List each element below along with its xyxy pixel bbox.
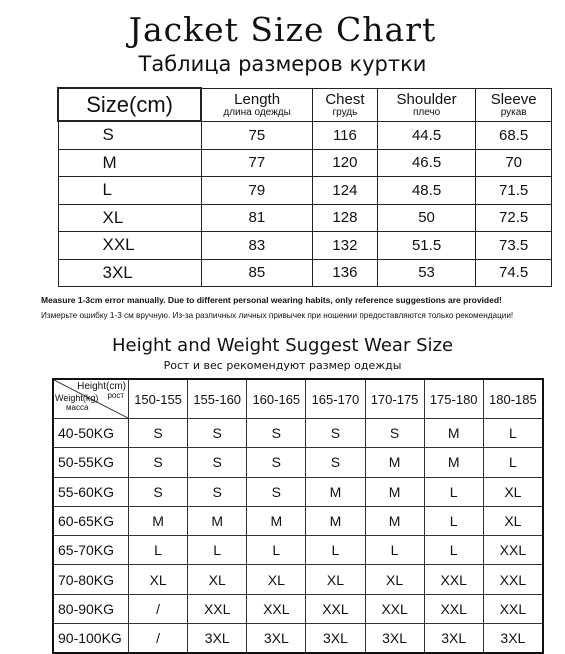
size-label: S <box>58 121 201 149</box>
size-label: M <box>58 149 201 177</box>
length-column-header <box>201 88 312 121</box>
table-cell: 46.5 <box>377 149 475 177</box>
table-cell: 70 <box>476 149 552 177</box>
page-subtitle: Таблица размеров куртки <box>138 52 427 76</box>
column-label: Shoulder <box>396 90 457 108</box>
size-table-header-row <box>58 88 552 121</box>
table-cell: 74.5 <box>476 259 552 287</box>
weight-label: 50-55KG <box>53 448 129 477</box>
table-cell: M <box>306 477 365 506</box>
column-label: Length <box>234 90 281 108</box>
table-cell: XL <box>306 565 365 594</box>
height-column-header: 155-160 <box>188 379 247 419</box>
table-cell: XL <box>247 565 306 594</box>
weight-label: 40-50KG <box>53 419 129 448</box>
table-cell: XXL <box>424 565 483 594</box>
table-cell: L <box>247 536 306 565</box>
table-cell: / <box>129 594 188 623</box>
table-cell: L <box>365 536 424 565</box>
weight-label: 65-70KG <box>53 536 129 565</box>
table-cell: 75 <box>201 121 312 149</box>
table-cell: S <box>188 448 247 477</box>
table-cell: L <box>424 536 483 565</box>
table-cell: 44.5 <box>377 121 475 149</box>
table-cell: XXL <box>247 594 306 623</box>
table-cell: S <box>306 448 365 477</box>
table-row <box>53 565 543 594</box>
table-cell: 79 <box>201 177 312 205</box>
table-cell: XXL <box>483 536 543 565</box>
height-column-header: 175-180 <box>424 379 483 419</box>
table-row <box>53 624 543 654</box>
table-cell: S <box>188 419 247 448</box>
chest-column-header <box>313 88 378 121</box>
weight-label: 70-80KG <box>53 565 129 594</box>
table-cell: S <box>247 477 306 506</box>
table-cell: XXL <box>188 594 247 623</box>
table-cell: M <box>365 506 424 535</box>
table-cell: S <box>365 419 424 448</box>
size-label: XL <box>58 204 201 232</box>
height-column-header: 165-170 <box>306 379 365 419</box>
column-label: Chest <box>325 90 365 108</box>
column-sublabel: грудь <box>332 106 358 118</box>
table-cell: S <box>188 477 247 506</box>
corner-height-label-ru: рост <box>107 391 124 400</box>
height-weight-header-row <box>53 379 543 419</box>
table-cell: S <box>306 419 365 448</box>
table-cell: XXL <box>483 565 543 594</box>
table-cell: / <box>129 624 188 654</box>
table-cell: 3XL <box>424 624 483 654</box>
table-cell: L <box>483 419 543 448</box>
size-label: 3XL <box>58 259 201 287</box>
sleeve-column-header <box>476 88 552 121</box>
table-cell: XL <box>483 506 543 535</box>
table-row <box>58 259 552 287</box>
table-cell: 83 <box>201 232 312 260</box>
weight-label: 80-90KG <box>53 594 129 623</box>
corner-height-label: Height(cm) <box>77 381 126 392</box>
table-cell: 50 <box>377 204 475 232</box>
size-label: L <box>58 177 201 205</box>
height-column-header: 150-155 <box>129 379 188 419</box>
table-cell: L <box>306 536 365 565</box>
table-cell: XXL <box>483 594 543 623</box>
table-cell: 132 <box>313 232 378 260</box>
table-cell: 3XL <box>483 624 543 654</box>
table-cell: 51.5 <box>377 232 475 260</box>
size-chart-table <box>57 87 552 287</box>
table-cell: 85 <box>201 259 312 287</box>
table-cell: L <box>483 448 543 477</box>
table-cell: 128 <box>313 204 378 232</box>
table-row <box>53 536 543 565</box>
table-cell: 48.5 <box>377 177 475 205</box>
table-cell: 3XL <box>247 624 306 654</box>
table-row <box>58 177 552 205</box>
table-row <box>53 448 543 477</box>
table-row <box>53 419 543 448</box>
table-cell: 136 <box>313 259 378 287</box>
height-weight-table <box>52 378 544 654</box>
table-cell: 116 <box>313 121 378 149</box>
table-cell: XL <box>365 565 424 594</box>
table-cell: M <box>424 419 483 448</box>
table-cell: 72.5 <box>476 204 552 232</box>
size-label: XXL <box>58 232 201 260</box>
table-cell: S <box>247 419 306 448</box>
measurement-note-en: Measure 1-3cm error manually. Due to different personal wearing habits, only reference suggestions are provided! <box>41 295 502 305</box>
measurement-note-ru: Измерьте ошибку 1-3 см вручную. Из-за различных личных привычек при ношении предоставляются только рекомендации! <box>41 311 514 320</box>
table-row <box>58 204 552 232</box>
table-cell: 73.5 <box>476 232 552 260</box>
table-cell: L <box>424 477 483 506</box>
height-column-header: 170-175 <box>365 379 424 419</box>
corner-weight-label-ru: масса <box>66 403 89 412</box>
table-cell: 81 <box>201 204 312 232</box>
table-cell: 68.5 <box>476 121 552 149</box>
height-column-header: 160-165 <box>247 379 306 419</box>
table-cell: 71.5 <box>476 177 552 205</box>
table-cell: M <box>129 506 188 535</box>
column-sublabel: длина одежды <box>223 106 291 118</box>
table-row <box>58 121 552 149</box>
weight-label: 90-100KG <box>53 624 129 654</box>
table-cell: 120 <box>313 149 378 177</box>
table-cell: M <box>424 448 483 477</box>
table-cell: 77 <box>201 149 312 177</box>
table-cell: XXL <box>424 594 483 623</box>
column-sublabel: плечо <box>412 106 441 118</box>
table-cell: XXL <box>365 594 424 623</box>
table-cell: L <box>188 536 247 565</box>
table-cell: S <box>129 419 188 448</box>
table-cell: XL <box>483 477 543 506</box>
table-cell: S <box>129 477 188 506</box>
table-cell: 3XL <box>306 624 365 654</box>
height-weight-title: Height and Weight Suggest Wear Size <box>111 335 454 356</box>
table-cell: M <box>365 477 424 506</box>
page-title: Jacket Size Chart <box>128 10 437 49</box>
table-cell: M <box>247 506 306 535</box>
table-cell: XL <box>129 565 188 594</box>
column-sublabel: рукав <box>500 106 527 118</box>
corner-header-cell <box>53 379 129 419</box>
table-cell: M <box>365 448 424 477</box>
table-cell: L <box>424 506 483 535</box>
table-row <box>53 506 543 535</box>
table-cell: 124 <box>313 177 378 205</box>
table-cell: XXL <box>306 594 365 623</box>
table-row <box>53 477 543 506</box>
table-row <box>58 149 552 177</box>
table-cell: L <box>129 536 188 565</box>
table-cell: S <box>247 448 306 477</box>
table-row <box>58 232 552 260</box>
weight-label: 55-60KG <box>53 477 129 506</box>
table-cell: S <box>129 448 188 477</box>
shoulder-column-header <box>377 88 475 121</box>
weight-label: 60-65KG <box>53 506 129 535</box>
table-cell: 3XL <box>188 624 247 654</box>
table-cell: M <box>306 506 365 535</box>
table-row <box>53 594 543 623</box>
height-column-header: 180-185 <box>483 379 543 419</box>
corner-weight-label: Weight(kg) <box>55 393 99 403</box>
height-weight-subtitle: Рост и вес рекомендуют размер одежды <box>163 359 402 372</box>
table-cell: XL <box>188 565 247 594</box>
table-cell: 53 <box>377 259 475 287</box>
table-cell: M <box>188 506 247 535</box>
size-column-header: Size(cm) <box>58 88 201 121</box>
column-label: Sleeve <box>490 90 537 108</box>
table-cell: 3XL <box>365 624 424 654</box>
